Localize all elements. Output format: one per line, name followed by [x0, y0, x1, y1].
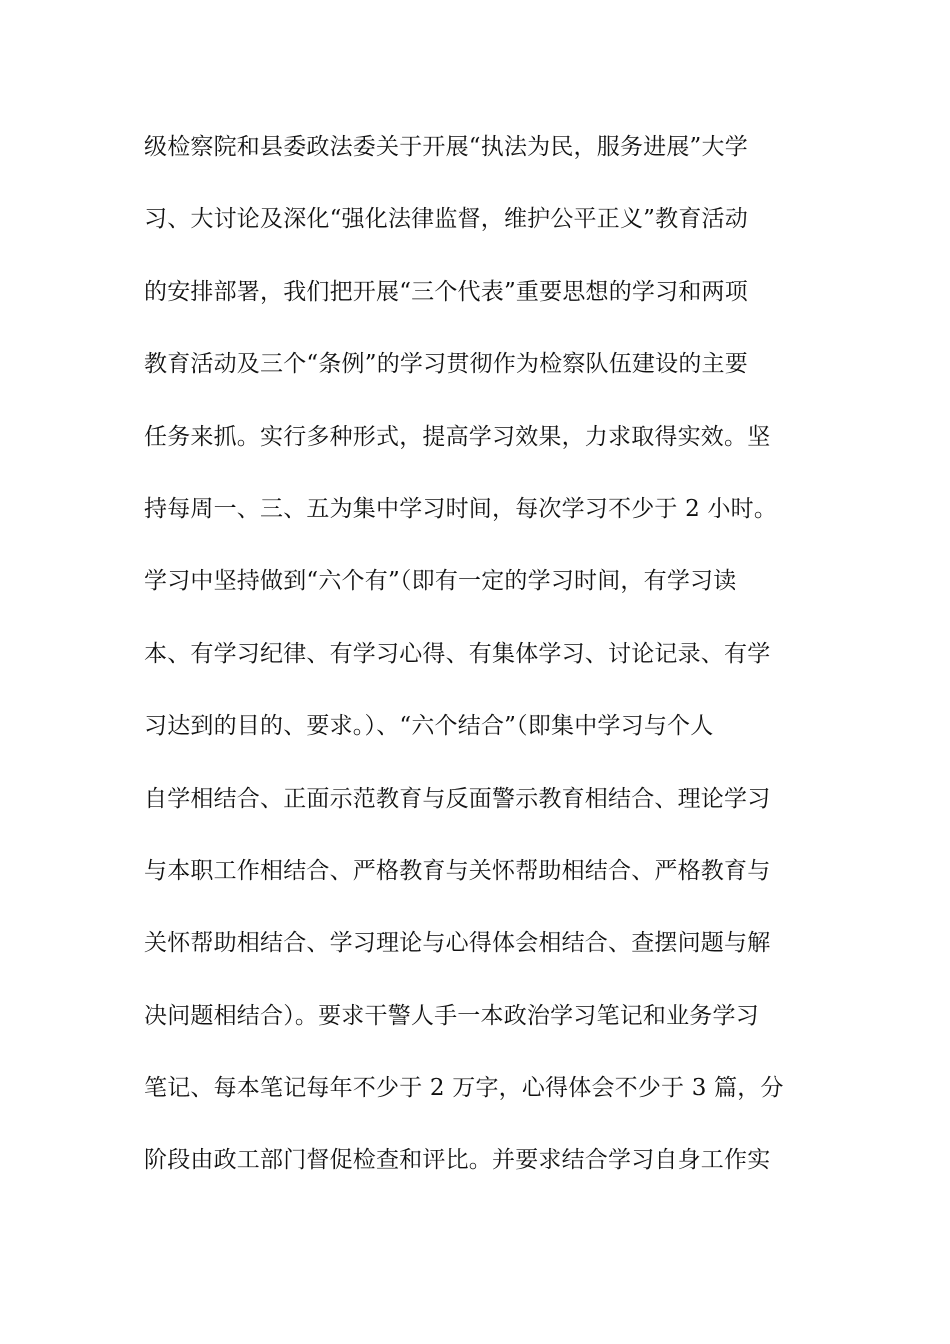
body-text	[144, 135, 824, 1221]
text-line-6: 持每周一、三、五为集中学习时间，每次学习不少于 2 小时。	[144, 495, 778, 522]
text-line-9: 习达到的目的、要求。）、“六个结合”（即集中学习与个人	[144, 713, 714, 740]
text-line-12: 关怀帮助相结合、学习理论与心得体会相结合、查摆问题与解	[144, 930, 771, 957]
text-line-8: 本、有学习纪律、有学习心得、有集体学习、讨论记录、有学	[144, 640, 771, 667]
text-line-3: 的安排部署，我们把开展“三个代表”重要思想的学习和两项	[144, 278, 748, 305]
text-line-13: 决问题相结合）。要求干警人手一本政治学习笔记和业务学习	[144, 1002, 759, 1029]
text-line-1: 级检察院和县委政法委关于开展“执法为民，服务进展”大学	[144, 134, 748, 160]
text-line-7: 学习中坚持做到“六个有”（即有一定的学习时间，有学习读	[144, 568, 737, 595]
text-line-4: 教育活动及三个“条例”的学习贯彻作为检察队伍建设的主要	[144, 351, 748, 378]
text-line-11: 与本职工作相结合、严格教育与关怀帮助相结合、严格教育与	[144, 857, 771, 884]
text-line-14: 笔记、每本笔记每年不少于 2 万字，心得体会不少于 3 篇，分	[144, 1075, 784, 1102]
text-line-5: 任务来抓。实行多种形式，提高学习效果，力求取得实效。坚	[144, 423, 771, 450]
text-line-10: 自学相结合、正面示范教育与反面警示教育相结合、理论学习	[144, 785, 771, 812]
text-line-2: 习、大讨论及深化“强化法律监督，维护公平正义”教育活动	[144, 206, 748, 233]
text-line-15: 阶段由政工部门督促检查和评比。并要求结合学习自身工作实	[144, 1147, 771, 1174]
